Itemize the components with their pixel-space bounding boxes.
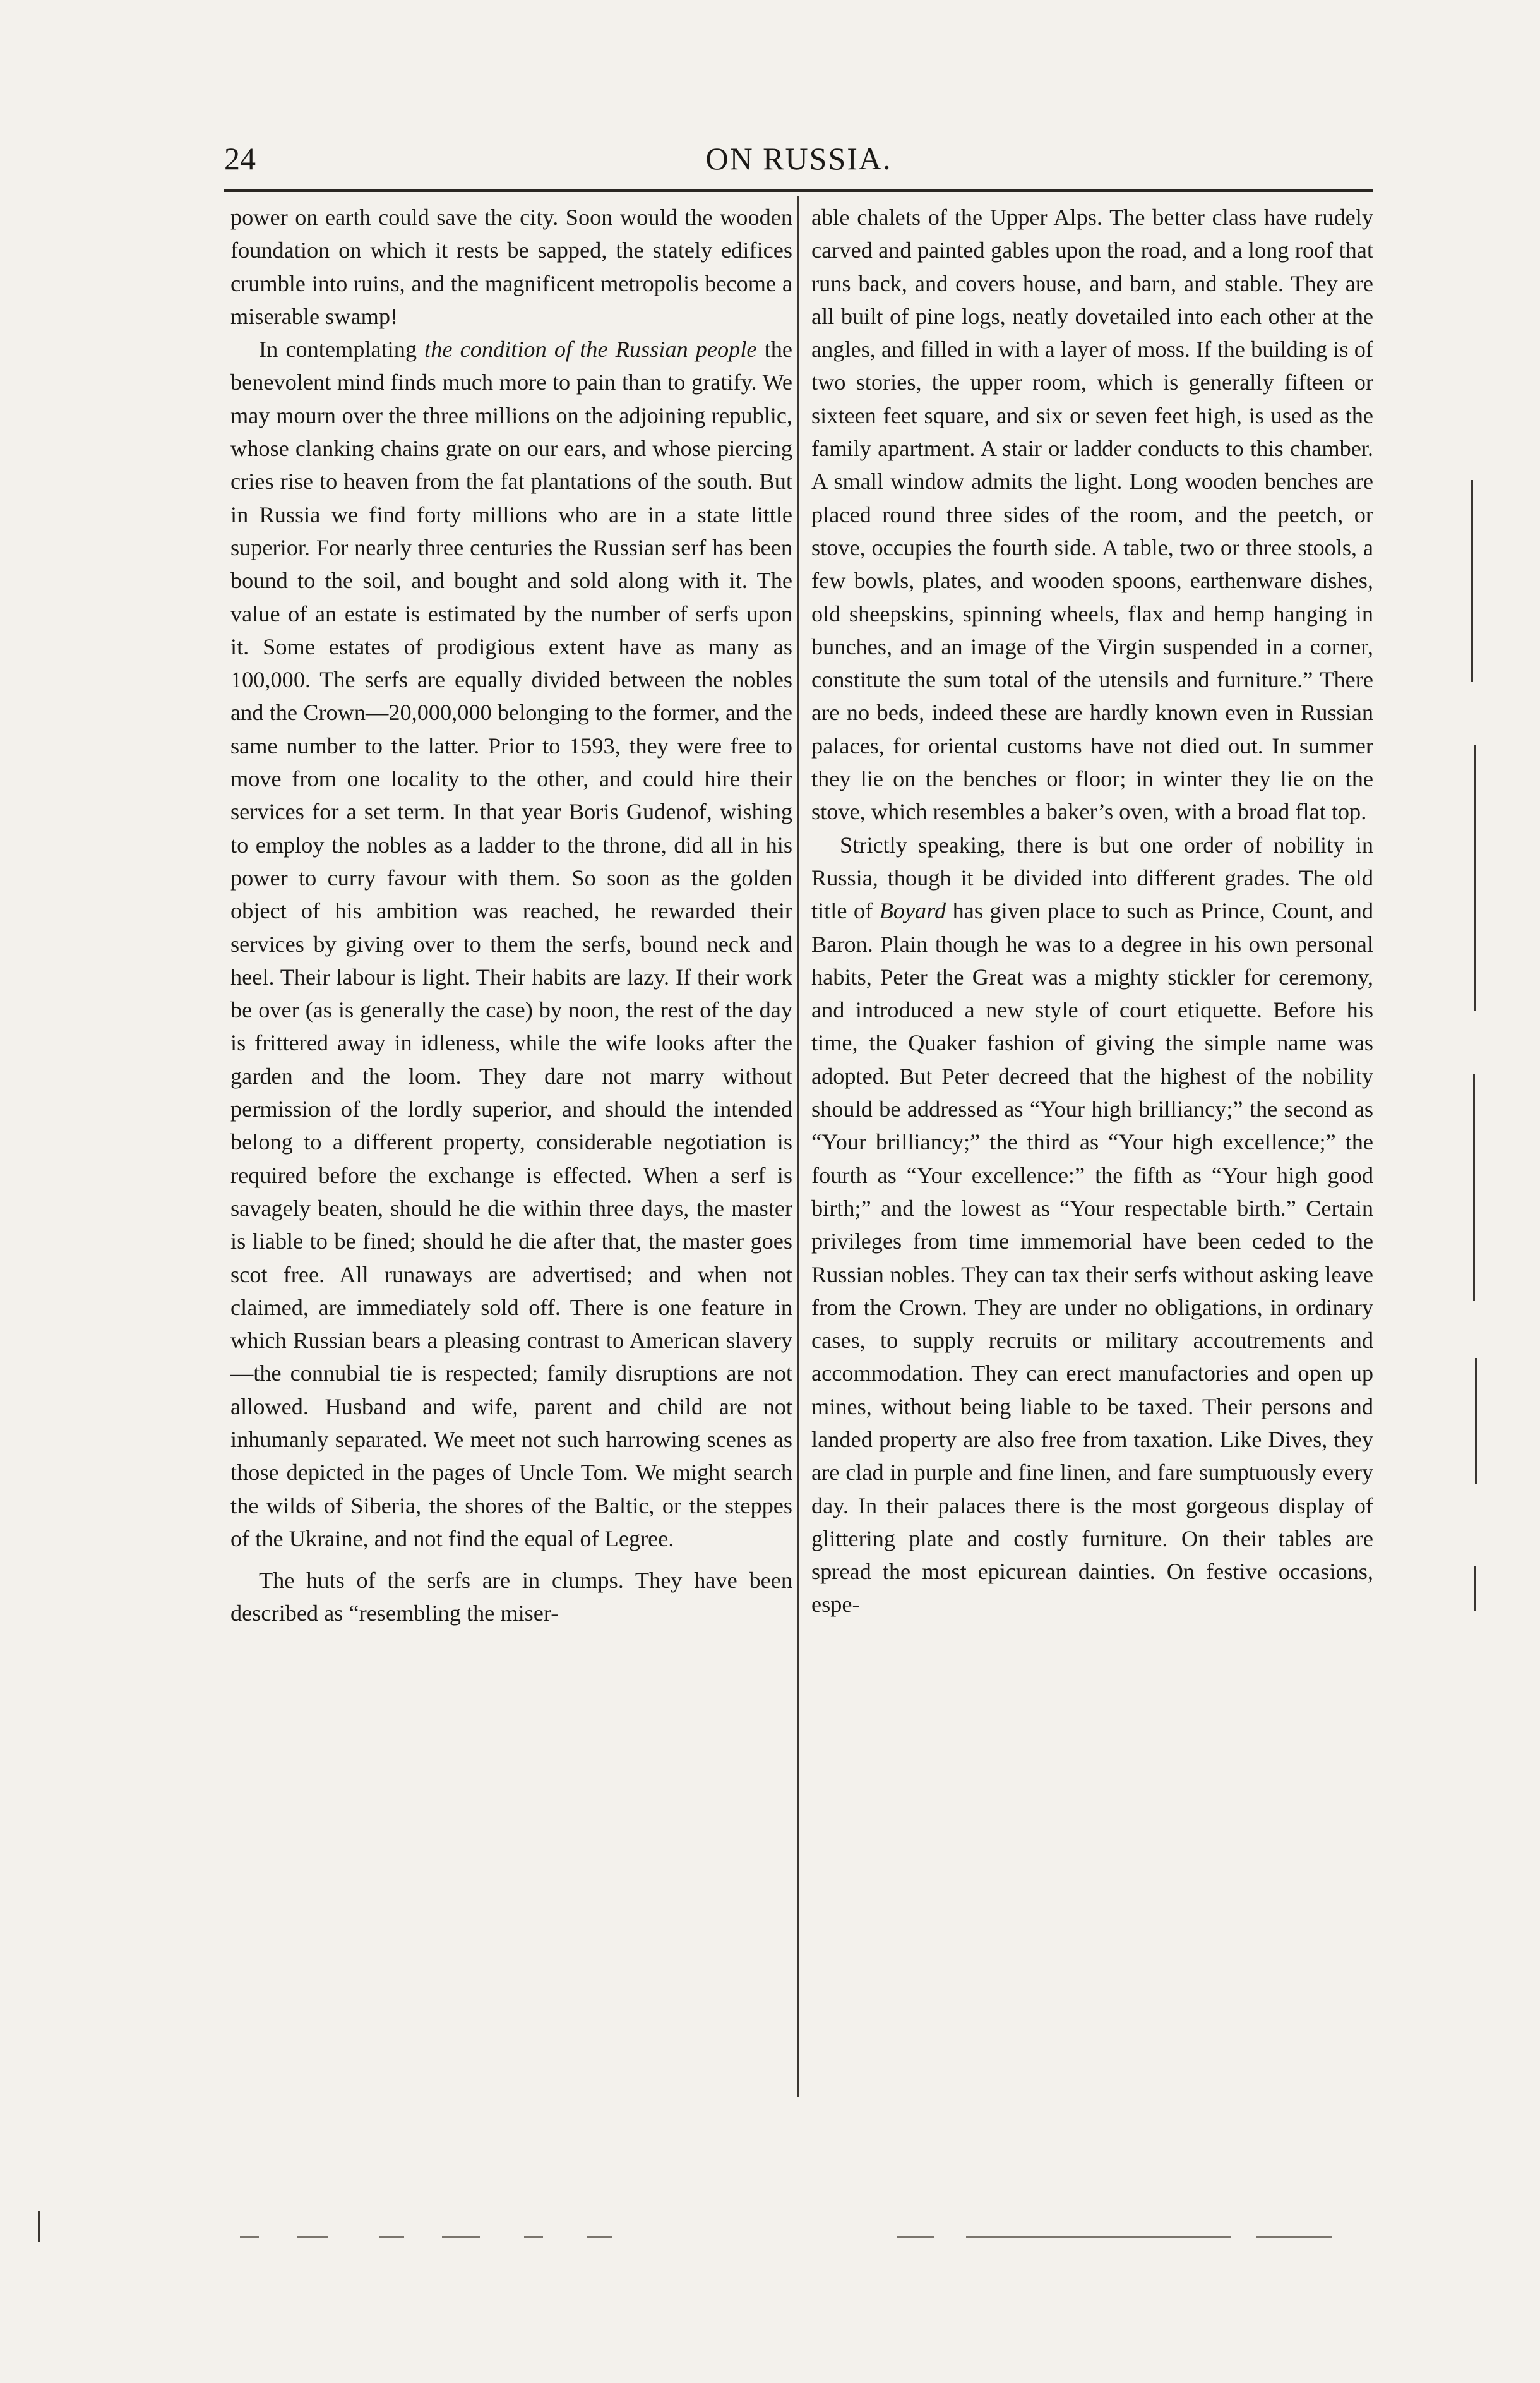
left-column bbox=[230, 201, 792, 2102]
right-paragraph-1: able chalets of the Upper Alps. The better class have rudely carved and painted gables upon the road, and a long roof that runs back, and covers house, and barn, and stable. They are all built of pine logs, neatly dovetailed into each other at the angles, and filled in with a layer of moss. If the building is of two stories, the upper room, which is generally fifteen or sixteen feet square, and six or seven feet high, is used as the family apartment. A stair or ladder conducts to this chamber. A small window admits the light. Long wooden benches are placed round three sides of the room, and the peetch, or stove, occupies the fourth side. A table, two or three stools, a few bowls, plates, and wooden spoons, earthenware dishes, old sheepskins, spinning wheels, flax and hemp hanging in bunches, and an image of the Virgin suspended in a corner, constitute the sum total of the utensils and furniture.” There are no beds, indeed these are hardly known even in Russian palaces, for oriental customs have not died out. In summer they lie on the benches or floor; in winter they lie on the stove, which resembles a baker’s oven, with a broad flat top. bbox=[811, 205, 1373, 825]
scan-dash bbox=[524, 2236, 543, 2238]
left-paragraph-2-start: In contemplating bbox=[259, 337, 425, 363]
scan-dash bbox=[966, 2236, 1231, 2238]
left-paragraph-1: power on earth could save the city. Soon would the wooden foundation on which it rests be sapped, the stately edifices crumble into ruins, and the magnificent metropolis become a miserable swamp! bbox=[230, 205, 792, 329]
scan-edge-mark bbox=[1474, 745, 1476, 1011]
page-header bbox=[224, 140, 1373, 184]
scan-edge-mark bbox=[1475, 1358, 1477, 1484]
right-paragraph-2 bbox=[811, 829, 1373, 1621]
left-paragraph-2-rest: the benevolent mind finds much more to pain than to gratify. We may mourn over the three millions on the adjoining republic, whose clanking chains grate on our ears, and whose piercing cries rise to heaven from the fat plantations of the south. But in Russia we find forty millions who are in a state little superior. For nearly three centuries the Russian serf has been bound to the soil, and bought and sold along with it. The value of an estate is estimated by the number of serfs upon it. Some estates of prodigious extent have as many as 100,000. The serfs are equally divided between the nobles and the Crown—20,000,000 belonging to the former, and the same number to the latter. Prior to 1593, they were free to move from one locality to the other, and could hire their services for a set term. In that year Boris Gudenof, wishing to employ the nobles as a ladder to the throne, did all in his power to curry favour with them. So soon as the golden object of his ambition was reached, he rewarded their services by giving over to them the serfs, bound neck and heel. Their labour is light. Their habits are lazy. If their work be over (as is generally the case) by noon, the rest of the day is frittered away in idleness, while the wife looks after the garden and the loom. They dare not marry without permission of the lordly superior, and should the intended belong to a different property, considerable negotiation is required before the exchange is effected. When a serf is savagely beaten, should he die within three days, the master is liable to be fined; should he die after that, the master goes scot free. All runaways are advertised; and when not claimed, are immediately sold off. There is one feature in which Russian bears a pleasing contrast to American slavery—the connubial tie is respected; family disruptions are not allowed. Husband and wife, parent and child are not inhumanly separated. We meet not such harrowing scenes as those depicted in the pages of Uncle Tom. We might search the wilds of Siberia, the shores of the Baltic, or the steppes of the Ukraine, and not find the equal of Legree. bbox=[230, 337, 792, 1551]
scan-dash bbox=[1256, 2236, 1332, 2238]
scan-bottom-artifacts bbox=[170, 2236, 1370, 2261]
scan-edge-mark bbox=[1471, 480, 1473, 682]
left-paragraph-2-italic: the condition of the Russian people bbox=[424, 337, 757, 363]
right-paragraph-2-rest: has given place to such as Prince, Count, and Baron. Plain though he was to a degree in his own personal habits, Peter the Great was a mighty stickler for ceremony, and introduced a new style of court etiquette. Before his time, the Quaker fashion of giving the simple name was adopted. But Peter decreed that the highest of the nobility should be addressed as “Your high brilliancy;” the second as “Your brilliancy;” the third as “Your high excellence;” the fourth as “Your excellence:” the fifth as “Your high good birth;” and the lowest as “Your respectable birth.” Certain privileges from time immemorial have been ceded to the Russian nobles. They can tax their serfs without asking leave from the Crown. They are under no obligations, in ordinary cases, to supply recruits or military accoutrements and accommodation. They can erect manufactories and open up mines, without being liable to be taxed. Their persons and landed property are also free from taxation. Like Dives, they are clad in purple and fine linen, and fare sumptuously every day. In their palaces there is the most gorgeous display of glittering plate and costly furniture. On their tables are spread the most epicurean dainties. On festive occasions, espe- bbox=[811, 898, 1373, 1618]
scan-edge-mark bbox=[1473, 1074, 1475, 1301]
header-rule bbox=[224, 189, 1373, 192]
right-column bbox=[811, 201, 1373, 2102]
scan-dash bbox=[240, 2236, 259, 2238]
right-paragraph-2-italic: Boyard bbox=[879, 898, 946, 924]
left-paragraph-2 bbox=[230, 333, 792, 1555]
running-title: ON RUSSIA. bbox=[705, 141, 892, 176]
scan-dash bbox=[297, 2236, 328, 2238]
scan-dash bbox=[379, 2236, 404, 2238]
right-paragraph-2-start: Strictly speaking, there is but one order of nobility in Russia, though it be divided into different grades. The old title of bbox=[811, 832, 1373, 924]
left-paragraph-3: The huts of the serfs are in clumps. They have been described as “resembling the miser- bbox=[230, 1568, 792, 1626]
scan-dash bbox=[897, 2236, 934, 2238]
scan-edge-mark bbox=[38, 2211, 40, 2242]
column-divider bbox=[797, 196, 799, 2097]
scan-edge-mark bbox=[1474, 1566, 1476, 1611]
scan-dash bbox=[442, 2236, 480, 2238]
scan-dash bbox=[587, 2236, 612, 2238]
page-number: 24 bbox=[224, 141, 256, 176]
